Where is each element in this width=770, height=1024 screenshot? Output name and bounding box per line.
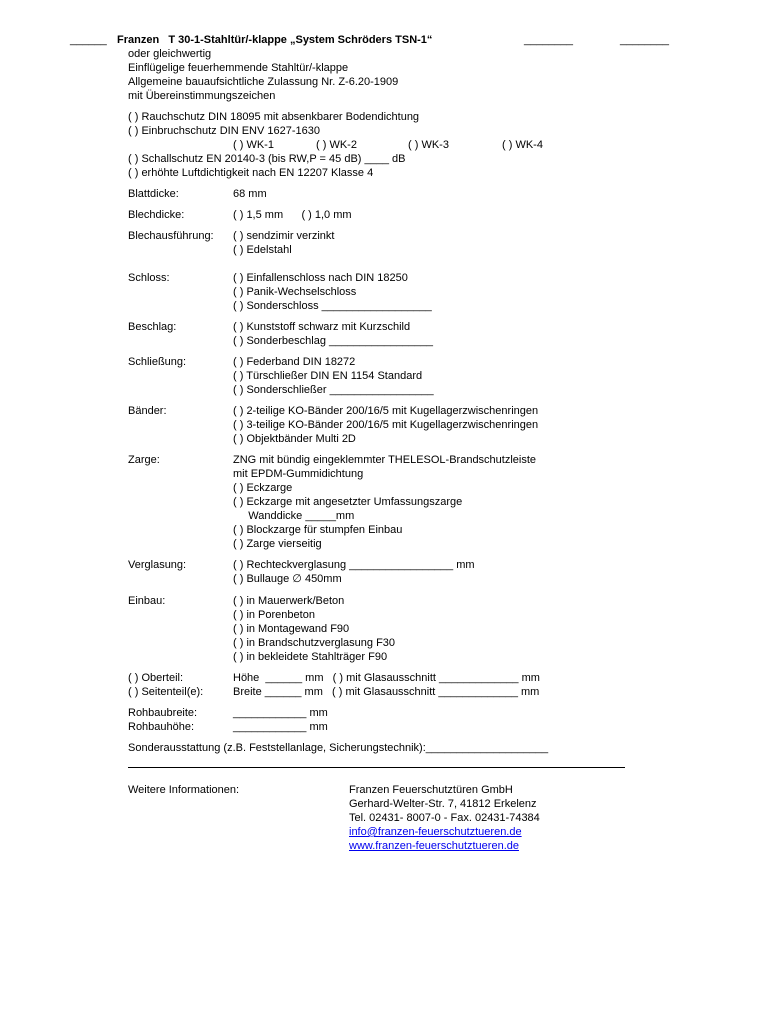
company-address: Gerhard-Welter-Str. 7, 41812 Erkelenz xyxy=(349,798,537,810)
schloss-option: ( ) Sonderschloss __________________ xyxy=(233,300,432,312)
einbau-option: ( ) in bekleidete Stahlträger F90 xyxy=(233,651,388,663)
zarge-option: ZNG mit bündig eingeklemmter THELESOL-Brandschutzleiste xyxy=(233,454,537,466)
baender-label: Bänder: xyxy=(128,405,167,417)
option-wk1: ( ) WK-1 xyxy=(233,139,274,151)
header-blank-right: ________ xyxy=(620,34,669,46)
sonderausstattung-rule xyxy=(128,767,625,768)
company-phone: Tel. 02431- 8007-0 - Fax. 02431-74384 xyxy=(349,812,540,824)
option-wk2: ( ) WK-2 xyxy=(316,139,357,151)
blechausfuehrung-option: ( ) sendzimir verzinkt xyxy=(233,230,335,242)
einbau-option: ( ) in Montagewand F90 xyxy=(233,623,350,635)
baender-option: ( ) 2-teilige KO-Bänder 200/16/5 mit Kugellagerzwischenringen xyxy=(233,405,539,417)
intro-line: Allgemeine bauaufsichtliche Zulassung Nr. Z-6.20-1909 xyxy=(128,76,399,88)
rohbauhoehe-label: Rohbauhöhe: xyxy=(128,721,195,733)
schloss-option: ( ) Panik-Wechselschloss xyxy=(233,286,357,298)
einbau-label: Einbau: xyxy=(128,595,166,607)
blechdicke-value: ( ) 1,5 mm ( ) 1,0 mm xyxy=(233,209,352,221)
beschlag-label: Beschlag: xyxy=(128,321,177,333)
seitenteil-value: Breite ______ mm ( ) mit Glasausschnitt _____________ mm xyxy=(233,686,540,698)
zarge-option: ( ) Blockzarge für stumpfen Einbau xyxy=(233,524,403,536)
beschlag-option: ( ) Sonderbeschlag _________________ xyxy=(233,335,433,347)
intro-line: Einflügelige feuerhemmende Stahltür/-klappe xyxy=(128,62,349,74)
option-wk3: ( ) WK-3 xyxy=(408,139,449,151)
intro-line: mit Übereinstimmungszeichen xyxy=(128,90,276,102)
einbau-option: ( ) in Mauerwerk/Beton xyxy=(233,595,345,607)
blattdicke-label: Blattdicke: xyxy=(128,188,179,200)
schliessung-label: Schließung: xyxy=(128,356,187,368)
schliessung-option: ( ) Federband DIN 18272 xyxy=(233,356,356,368)
header-blank-left: ______ xyxy=(70,34,107,46)
verglasung-option: ( ) Bullauge ∅ 450mm xyxy=(233,573,342,585)
baender-option: ( ) 3-teilige KO-Bänder 200/16/5 mit Kugellagerzwischenringen xyxy=(233,419,539,431)
blechausfuehrung-label: Blechausführung: xyxy=(128,230,214,242)
blechausfuehrung-option: ( ) Edelstahl xyxy=(233,244,292,256)
einbau-option: ( ) in Brandschutzverglasung F30 xyxy=(233,637,396,649)
document-title: Franzen T 30-1-Stahltür/-klappe „System Schröders TSN-1“ xyxy=(117,34,433,46)
oberteil-label: ( ) Oberteil: xyxy=(128,672,184,684)
schloss-option: ( ) Einfallenschloss nach DIN 18250 xyxy=(233,272,408,284)
rohbauhoehe-value: ____________ mm xyxy=(233,721,328,733)
schliessung-option: ( ) Sonderschließer _________________ xyxy=(233,384,434,396)
rohbaubreite-label: Rohbaubreite: xyxy=(128,707,198,719)
weitere-informationen-label: Weitere Informationen: xyxy=(128,784,240,796)
option-luftdichtigkeit: ( ) erhöhte Luftdichtigkeit nach EN 12207 Klasse 4 xyxy=(128,167,374,179)
verglasung-label: Verglasung: xyxy=(128,559,187,571)
zarge-option: Wanddicke _____mm xyxy=(233,510,355,522)
option-schallschutz: ( ) Schallschutz EN 20140-3 (bis RW,P = 45 dB) ____ dB xyxy=(128,153,406,165)
baender-option: ( ) Objektbänder Multi 2D xyxy=(233,433,356,445)
oberteil-value: Höhe ______ mm ( ) mit Glasausschnitt _____________ mm xyxy=(233,672,540,684)
website-link[interactable]: www.franzen-feuerschutztueren.de xyxy=(349,840,519,852)
zarge-option: ( ) Eckzarge xyxy=(233,482,293,494)
zarge-option: ( ) Zarge vierseitig xyxy=(233,538,322,550)
beschlag-option: ( ) Kunststoff schwarz mit Kurzschild xyxy=(233,321,411,333)
schliessung-option: ( ) Türschließer DIN EN 1154 Standard xyxy=(233,370,423,382)
blechdicke-label: Blechdicke: xyxy=(128,209,185,221)
company-name: Franzen Feuerschutztüren GmbH xyxy=(349,784,513,796)
email-link[interactable]: info@franzen-feuerschutztueren.de xyxy=(349,826,522,838)
sonderausstattung-label: Sonderausstattung (z.B. Feststellanlage, Sicherungstechnik):____________________ xyxy=(128,742,549,754)
option-einbruchschutz: ( ) Einbruchschutz DIN ENV 1627-1630 xyxy=(128,125,320,137)
option-wk4: ( ) WK-4 xyxy=(502,139,543,151)
intro-line: oder gleichwertig xyxy=(128,48,212,60)
zarge-label: Zarge: xyxy=(128,454,160,466)
verglasung-option: ( ) Rechteckverglasung _________________ mm xyxy=(233,559,475,571)
blattdicke-value: 68 mm xyxy=(233,188,267,200)
option-rauchschutz: ( ) Rauchschutz DIN 18095 mit absenkbarer Bodendichtung xyxy=(128,111,420,123)
schloss-label: Schloss: xyxy=(128,272,170,284)
einbau-option: ( ) in Porenbeton xyxy=(233,609,315,621)
zarge-option: mit EPDM-Gummidichtung xyxy=(233,468,364,480)
header-blank-mid: ________ xyxy=(524,34,573,46)
rohbaubreite-value: ____________ mm xyxy=(233,707,328,719)
seitenteil-label: ( ) Seitenteil(e): xyxy=(128,686,204,698)
zarge-option: ( ) Eckzarge mit angesetzter Umfassungszarge xyxy=(233,496,463,508)
